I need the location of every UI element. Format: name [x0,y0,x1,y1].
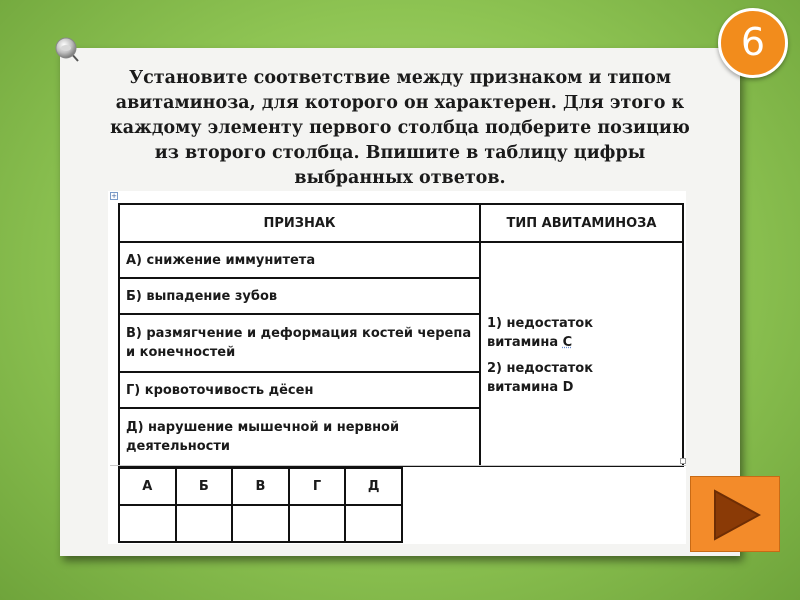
options-cell [480,242,683,466]
answer-letter: Д [345,468,402,505]
table-resize-handle[interactable] [680,458,686,464]
answer-input-cell[interactable] [232,505,289,542]
header-sign: ПРИЗНАК [119,204,480,242]
answer-input-cell[interactable] [176,505,233,542]
answer-grid [118,467,403,543]
option-item: 1) недостаток [487,315,594,331]
play-arrow-icon [713,489,761,541]
sign-row: Д) нарушение мышечной и нервной деятельности [119,408,480,466]
answer-input-cell[interactable] [289,505,346,542]
sign-row: Г) кровоточивость дёсен [119,372,480,408]
answer-input-cell[interactable] [119,505,176,542]
divider [110,465,686,466]
option-item: витамина D [487,379,574,395]
pushpin-icon [54,36,82,64]
task-instructions: Установите соответствие между признаком и типом авитаминоза, для которого он характерен. Для этого к каждому элементу первого столбца подберите позицию из второго столбца. Впишите в таблицу цифры выбранных ответов. [110,68,690,188]
answer-letter: В [232,468,289,505]
answer-letter: А [119,468,176,505]
answer-input-cell[interactable] [345,505,402,542]
sign-row: А) снижение иммунитета [119,242,480,278]
header-vitamin-type: ТИП АВИТАМИНОЗА [480,204,683,242]
answer-letter: Г [289,468,346,505]
slide-number-badge: 6 [718,8,788,78]
sign-row: В) размягчение и деформация костей черепа и конечностей [119,314,480,372]
option-item: витамина С [487,334,573,350]
sign-row: Б) выпадение зубов [119,278,480,314]
matching-table [118,203,684,467]
answer-letter: Б [176,468,233,505]
next-slide-button[interactable] [690,476,780,552]
table-move-handle-icon[interactable]: + [111,192,117,200]
option-item: 2) недостаток [487,360,594,376]
